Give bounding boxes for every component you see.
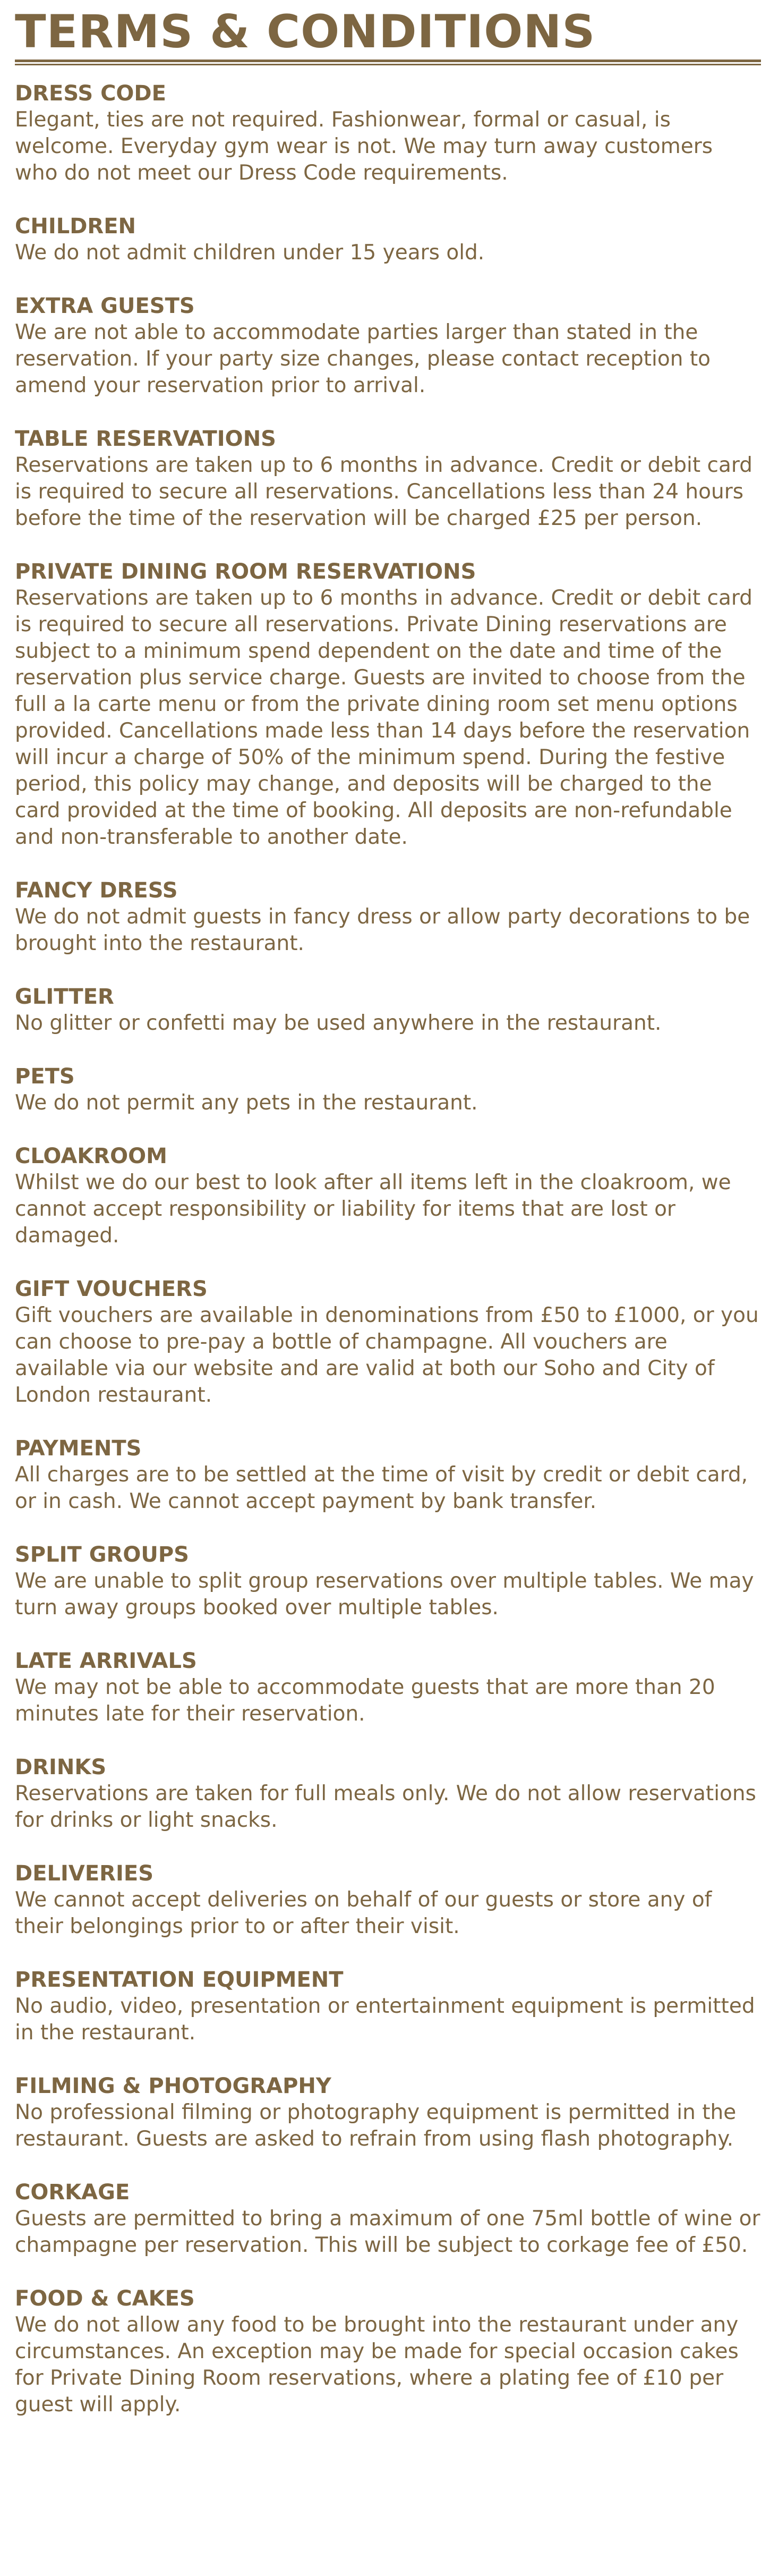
- section-heading: FILMING & PHOTOGRAPHY: [15, 2074, 331, 2098]
- section-body: Whilst we do our best to look after all items left in the cloakroom, we cannot accept responsibility or liability for items that are lost or damaged.: [15, 1171, 731, 1248]
- section-body: Gift vouchers are available in denominations from £50 to £1000, or you can choose to pre-pay a bottle of champagne. All vouchers are available via our website and are valid at both our Soho and City of London restaurant.: [15, 1303, 759, 1407]
- section-heading: DRESS CODE: [15, 81, 166, 106]
- section-heading: CLOAKROOM: [15, 1144, 167, 1168]
- section-body: No audio, video, presentation or entertainment equipment is permitted in the restaurant.: [15, 1994, 755, 2045]
- section-heading: CORKAGE: [15, 2180, 130, 2205]
- section-gift-vouchers: [15, 1276, 761, 1409]
- section-table-reservations: [15, 426, 761, 532]
- section-body: We do not permit any pets in the restaurant.: [15, 1091, 478, 1115]
- section-drinks: [15, 1754, 761, 1834]
- section-dress-code: [15, 80, 761, 187]
- section-heading: GIFT VOUCHERS: [15, 1277, 208, 1301]
- section-heading: PAYMENTS: [15, 1436, 142, 1461]
- section-heading: CHILDREN: [15, 214, 136, 239]
- section-body: Reservations are taken up to 6 months in advance. Credit or debit card is required to secure all reservations. Cancellations less than 24 hours before the time of the reservation will be charged £25 per person.: [15, 453, 752, 530]
- section-heading: FANCY DRESS: [15, 878, 178, 903]
- terms-sections: [15, 80, 761, 2418]
- section-deliveries: [15, 1860, 761, 1940]
- section-heading: TABLE RESERVATIONS: [15, 427, 276, 451]
- section-fancy-dress: [15, 877, 761, 957]
- section-body: Elegant, ties are not required. Fashionwear, formal or casual, is welcome. Everyday gym wear is not. We may turn away customers who do not meet our Dress Code requirements.: [15, 108, 713, 185]
- section-pets: [15, 1063, 761, 1116]
- section-cloakroom: [15, 1143, 761, 1249]
- section-split-groups: [15, 1541, 761, 1621]
- page-title: TERMS & CONDITIONS: [15, 5, 596, 58]
- section-heading: EXTRA GUESTS: [15, 294, 195, 318]
- section-filming-photography: [15, 2073, 761, 2153]
- section-heading: GLITTER: [15, 985, 114, 1009]
- section-body: We do not admit children under 15 years old.: [15, 241, 485, 265]
- section-food-cakes: [15, 2285, 761, 2418]
- section-private-dining: [15, 558, 761, 851]
- section-heading: SPLIT GROUPS: [15, 1543, 189, 1567]
- section-body: We cannot accept deliveries on behalf of our guests or store any of their belongings prior to or after their visit.: [15, 1888, 712, 1938]
- section-children: [15, 213, 761, 266]
- section-payments: [15, 1435, 761, 1515]
- terms-page: [15, 0, 761, 2445]
- section-heading: PETS: [15, 1064, 75, 1089]
- section-glitter: [15, 984, 761, 1037]
- section-body: No glitter or confetti may be used anywhere in the restaurant.: [15, 1011, 662, 1035]
- title-divider: [15, 60, 761, 65]
- section-body: We are not able to accommodate parties larger than stated in the reservation. If your party size changes, please contact reception to amend your reservation prior to arrival.: [15, 320, 711, 397]
- section-heading: DELIVERIES: [15, 1861, 153, 1886]
- section-presentation-equipment: [15, 1967, 761, 2046]
- section-extra-guests: [15, 293, 761, 399]
- section-heading: PRESENTATION EQUIPMENT: [15, 1968, 344, 1992]
- section-body: No professional filming or photography equipment is permitted in the restaurant. Guests are asked to refrain from using flash photography.: [15, 2100, 737, 2151]
- section-late-arrivals: [15, 1648, 761, 1727]
- section-heading: PRIVATE DINING ROOM RESERVATIONS: [15, 560, 476, 584]
- section-body: We do not allow any food to be brought into the restaurant under any circumstances. An exception may be made for special occasion cakes for Private Dining Room reservations, where a plating fee of £10 per guest will apply.: [15, 2313, 739, 2417]
- section-body: All charges are to be settled at the time of visit by credit or debit card, or in cash. We cannot accept payment by bank transfer.: [15, 1463, 748, 1513]
- section-body: We are unable to split group reservations over multiple tables. We may turn away groups booked over multiple tables.: [15, 1569, 754, 1620]
- section-body: Reservations are taken for full meals only. We do not allow reservations for drinks or light snacks.: [15, 1782, 756, 1832]
- section-body: Reservations are taken up to 6 months in advance. Credit or debit card is required to secure all reservations. Private Dining reservations are subject to a minimum spend dependent on the date and time of the reservation plus service charge. Guests are invited to choose from the full a la carte menu or from the private dining room set menu options provided. Cancellations made less than 14 days before the reservation will incur a charge of 50% of the minimum spend. During the festive period, this policy may change, and deposits will be charged to the card provided at the time of booking. All deposits are non-refundable and non-transferable to another date.: [15, 586, 752, 849]
- section-body: We do not admit guests in fancy dress or allow party decorations to be brought into the restaurant.: [15, 905, 750, 955]
- section-heading: FOOD & CAKES: [15, 2286, 195, 2311]
- section-body: Guests are permitted to bring a maximum of one 75ml bottle of wine or champagne per reservation. This will be subject to corkage fee of £50.: [15, 2207, 760, 2257]
- section-corkage: [15, 2179, 761, 2259]
- section-heading: LATE ARRIVALS: [15, 1649, 197, 1673]
- section-heading: DRINKS: [15, 1755, 107, 1780]
- section-body: We may not be able to accommodate guests that are more than 20 minutes late for their reservation.: [15, 1675, 715, 1726]
